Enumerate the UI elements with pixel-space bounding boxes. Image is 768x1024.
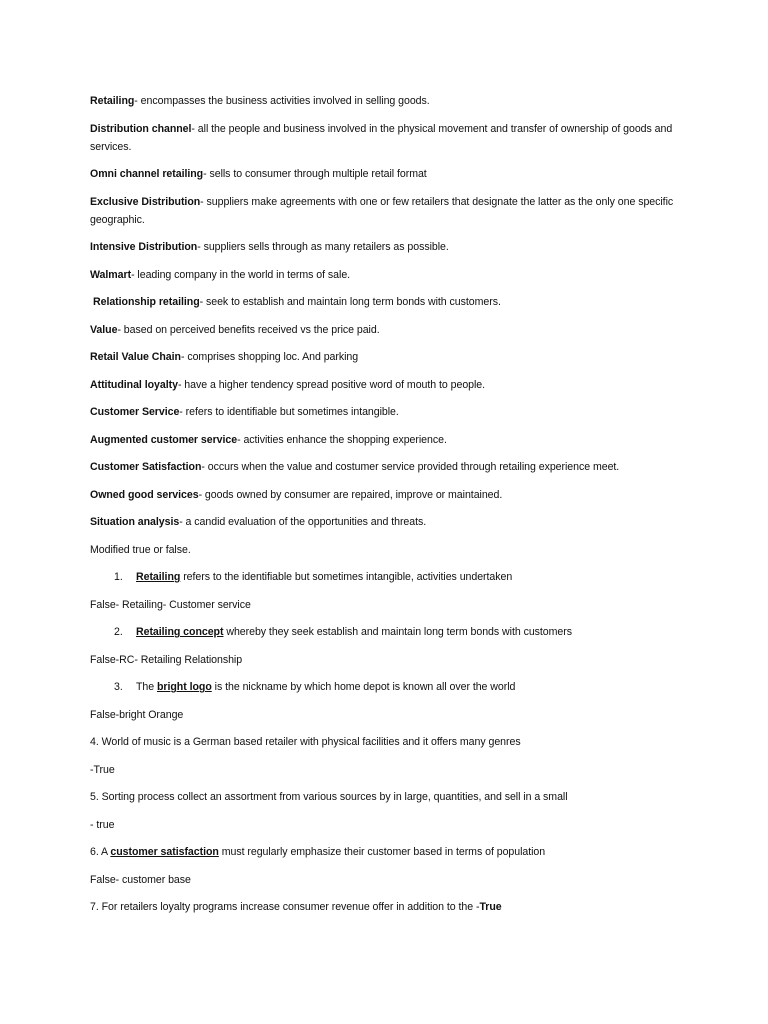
question-answer-inline: True <box>479 901 502 913</box>
question-pre: 6. A <box>90 846 111 858</box>
definition-term: Retailing <box>90 95 135 107</box>
definition-term: Exclusive Distribution <box>90 195 201 208</box>
section-title: Modified true or false. <box>90 543 191 556</box>
definition-omni-channel <box>90 165 676 183</box>
question-underlined-term: bright logo <box>157 681 212 693</box>
definition-text: - seek to establish and maintain long term bonds with customers. <box>199 296 501 308</box>
definition-text: - encompasses the business activities involved in selling goods. <box>134 95 430 107</box>
definition-text: - occurs when the value and costumer service provided through retailing experience meet. <box>201 461 620 473</box>
definition-retail-value-chain <box>90 348 676 366</box>
definition-term: Owned good services <box>90 488 199 501</box>
question-post: is the nickname by which home depot is known all over the world <box>211 681 516 693</box>
definition-term: Intensive Distribution <box>90 241 198 253</box>
definition-text: - suppliers make agreements with one or few retailers that designate the latter as the only one specific geographic. <box>90 195 674 226</box>
question-post: refers to the identifiable but sometimes intangible, activities undertaken <box>180 571 513 583</box>
definition-text: - based on perceived benefits received vs the price paid. <box>117 323 380 336</box>
definition-term: Retail Value Chain <box>90 351 181 363</box>
definition-exclusive-distribution <box>90 193 676 229</box>
question-pre: 7. For retailers loyalty programs increase consumer revenue offer in addition to the - <box>90 901 480 913</box>
question-underlined-term: Retailing concept <box>136 626 224 638</box>
definition-text: - leading company in the world in terms of sale. <box>131 268 351 281</box>
answer-4: -True <box>90 763 115 776</box>
answer-1: False- Retailing- Customer service <box>90 598 251 611</box>
definition-situation-analysis <box>90 513 676 531</box>
question-number: 3. <box>114 681 123 693</box>
question-number: 1. <box>114 571 123 583</box>
question-7 <box>90 898 676 916</box>
definition-walmart <box>90 266 676 284</box>
definition-term: Omni channel retailing <box>90 168 204 180</box>
question-5: 5. Sorting process collect an assortment from various sources by in large, quantities, and sell in a small <box>90 791 568 803</box>
question-4: 4. World of music is a German based retailer with physical facilities and it offers many genres <box>90 736 521 748</box>
question-2 <box>90 623 676 641</box>
answer-6: False- customer base <box>90 873 191 886</box>
definition-attitudinal-loyalty <box>90 376 676 394</box>
question-6 <box>90 843 676 861</box>
definition-term: Relationship retailing <box>93 296 200 308</box>
definition-text: - have a higher tendency spread positive word of mouth to people. <box>177 378 486 391</box>
definition-text: - goods owned by consumer are repaired, improve or maintained. <box>198 488 503 501</box>
definition-relationship-retailing <box>90 293 676 311</box>
definition-retailing <box>90 92 676 110</box>
question-3 <box>90 678 676 696</box>
definition-text: - suppliers sells through as many retailers as possible. <box>197 241 449 253</box>
question-number: 2. <box>114 626 123 638</box>
definition-term: Attitudinal loyalty <box>90 378 178 391</box>
definition-term: Situation analysis <box>90 516 180 528</box>
definition-text: - comprises shopping loc. And parking <box>180 351 359 363</box>
definition-intensive-distribution <box>90 238 676 256</box>
question-1 <box>90 568 676 586</box>
definition-term: Customer Service <box>90 406 180 418</box>
definition-term: Walmart <box>90 268 132 281</box>
definition-term: Customer Satisfaction <box>90 461 202 473</box>
definition-customer-service <box>90 403 676 421</box>
definition-augmented-customer-service <box>90 431 676 449</box>
definition-customer-satisfaction <box>90 458 676 476</box>
answer-3: False-bright Orange <box>90 708 184 721</box>
definition-text: - a candid evaluation of the opportunities and threats. <box>179 516 427 528</box>
question-post: whereby they seek establish and maintain long term bonds with customers <box>223 626 572 638</box>
definition-text: - activities enhance the shopping experience. <box>237 433 447 446</box>
definition-term: Augmented customer service <box>90 433 238 446</box>
question-pre: The <box>136 681 157 693</box>
question-text <box>136 623 572 641</box>
question-text <box>136 568 512 586</box>
question-text <box>136 678 515 696</box>
definition-term: Distribution channel <box>90 122 192 135</box>
question-underlined-term: Retailing <box>136 571 181 583</box>
definition-text: - sells to consumer through multiple retail format <box>203 168 427 180</box>
question-post: must regularly emphasize their customer based in terms of population <box>218 846 546 858</box>
answer-5: - true <box>90 818 115 831</box>
definition-value <box>90 321 676 339</box>
answer-2: False-RC- Retailing Relationship <box>90 653 243 666</box>
question-underlined-term: customer satisfaction <box>110 846 219 858</box>
definition-text: - all the people and business involved in the physical movement and transfer of ownership of goods and services. <box>90 122 673 153</box>
definition-term: Value <box>90 323 118 336</box>
definition-distribution-channel <box>90 120 676 156</box>
definition-text: - refers to identifiable but sometimes intangible. <box>179 406 399 418</box>
definition-owned-good-services <box>90 486 676 504</box>
